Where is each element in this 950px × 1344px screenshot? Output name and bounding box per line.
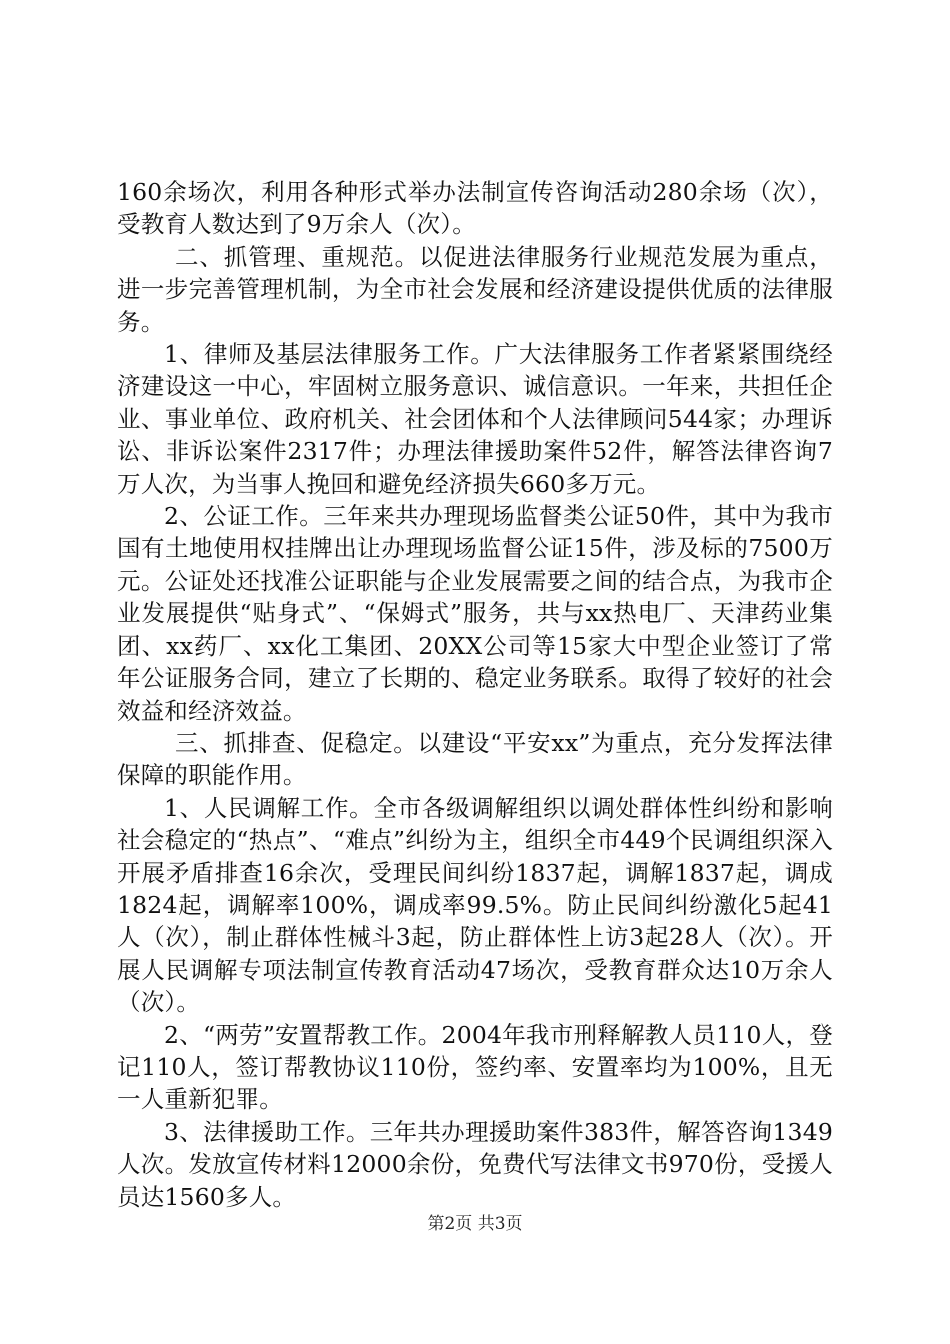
paragraph-lawyer-services: 1、律师及基层法律服务工作。广大法律服务工作者紧紧围绕经济建设这一中心，牢固树立服务意识、诚信意识。一年来，共担任企业、事业单位、政府机关、社会团体和个人法律顾问544家；办理诉讼、非诉讼案件2317件；办理法律援助案件52件，解答法律咨询7万人次，为当事人挽回和避免经济损失660多万元。 <box>117 340 833 498</box>
paragraph-people-mediation: 1、人民调解工作。全市各级调解组织以调处群体性纠纷和影响社会稳定的“热点”、“难点”纠纷为主，组织全市449个民调组织深入开展矛盾排查16余次，受理民间纠纷1837起，调解1837起，调成1824起，调解率100%，调成率99.5%。防止民间纠纷激化5起41人（次），制止群体性械斗3起，防止群体性上访3起28人（次）。开展人民调解专项法制宣传教育活动47场次，受教育群众达10万余人（次）。 <box>117 793 833 1017</box>
document-body <box>117 176 833 1213</box>
paragraph-resettlement-assistance: 2、“两劳”安置帮教工作。2004年我市刑释解教人员110人，登记110人，签订帮教协议110份，签约率、安置率均为100%，且无一人重新犯罪。 <box>117 1020 833 1114</box>
paragraph-section-three-heading: 三、抓排查、促稳定。以建设“平安xx”为重点，充分发挥法律保障的职能作用。 <box>117 728 833 790</box>
paragraph-continuation: 160余场次，利用各种形式举办法制宣传咨询活动280余场（次），受教育人数达到了9万余人（次）。 <box>117 178 833 239</box>
page-number-footer: 第2页 共3页 <box>427 1214 523 1234</box>
paragraph-notary-work: 2、公证工作。三年来共办理现场监督类公证50件，其中为我市国有土地使用权挂牌出让办理现场监督公证15件，涉及标的7500万元。公证处还找准公证职能与企业发展需要之间的结合点，为我市企业发展提供“贴身式”、“保姆式”服务，共与xx热电厂、天津药业集团、xx药厂、xx化工集团、20XX公司等15家大中型企业签订了常年公证服务合同，建立了长期的、稳定业务联系。取得了较好的社会效益和经济效益。 <box>117 502 833 725</box>
paragraph-section-two-heading: 二、抓管理、重规范。以促进法律服务行业规范发展为重点，进一步完善管理机制，为全市社会发展和经济建设提供优质的法律服务。 <box>117 242 833 336</box>
paragraph-legal-aid: 3、法律援助工作。三年共办理援助案件383件，解答咨询1349人次。发放宣传材料12000余份，免费代写法律文书970份，受援人员达1560多人。 <box>117 1117 833 1211</box>
